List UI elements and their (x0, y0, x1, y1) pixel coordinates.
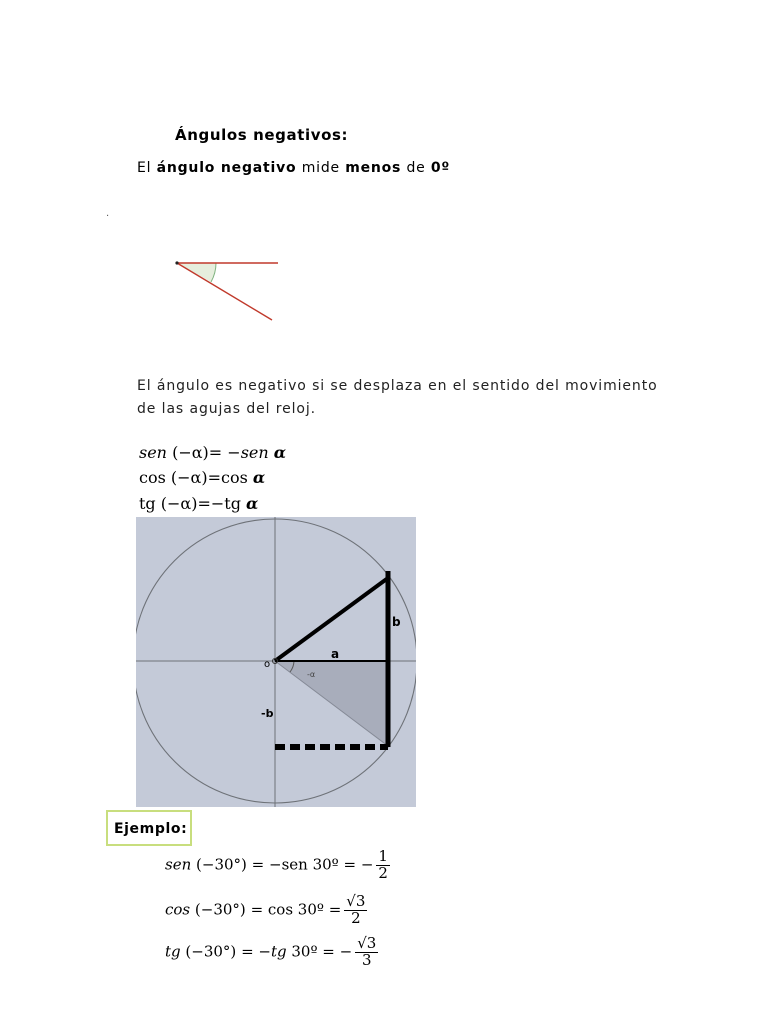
example-sen-den: 2 (378, 863, 388, 882)
formula-tg-var: α (246, 494, 259, 513)
formula-tg-arg: (−α) (160, 494, 198, 513)
label-origin: o (264, 659, 271, 670)
formula-sen-name: sen (139, 443, 167, 462)
example-tg-fn: tg (165, 942, 181, 961)
example-cos-mid: = cos 30º = (250, 900, 342, 919)
intro-text-1: El (137, 160, 157, 176)
example-sen (165, 849, 390, 882)
example-tg-mid-fn: tg (270, 942, 287, 961)
example-tg-den: 3 (361, 950, 372, 969)
example-tg-num: √3 (357, 934, 377, 952)
page-title: Ángulos negativos: (175, 126, 349, 144)
example-sen-mid: = −sen 30º = − (251, 855, 374, 874)
label-neg-alpha: -α (307, 670, 316, 679)
intro-bold-1: ángulo negativo (156, 160, 297, 176)
formula-tg (139, 494, 258, 513)
label-b: b (392, 615, 401, 629)
example-sen-num: 1 (378, 847, 388, 865)
intro-text-2: mide (296, 160, 346, 176)
example-box (106, 810, 192, 846)
example-cos-arg: (−30°) (194, 900, 246, 919)
example-cos-fn: cos (165, 900, 191, 919)
example-label: Ejemplo: (114, 821, 188, 837)
example-tg-arg: (−30°) (185, 942, 237, 961)
formula-tg-name: tg (139, 494, 156, 513)
paragraph-line-1: El ángulo es negativo si se desplaza en el sentido del movimiento (137, 378, 658, 394)
formula-cos-name: cos (139, 468, 166, 487)
vertex-point (175, 261, 178, 264)
example-tg-mid1: = − (241, 942, 271, 961)
intro-text-3: de (401, 160, 431, 176)
formula-cos-fn: cos (221, 468, 248, 487)
intro-bold-3: 0º (430, 160, 451, 176)
unit-circle-figure (136, 517, 416, 807)
formula-sen (139, 443, 286, 462)
example-cos (165, 894, 367, 927)
example-tg-fraction (355, 936, 378, 969)
formula-tg-fn: tg (224, 494, 241, 513)
formula-cos-var: α (252, 468, 266, 487)
formula-sen-fn: sen (240, 443, 269, 462)
formula-sen-var: α (273, 443, 287, 462)
formula-cos-arg: (−α) (170, 468, 208, 487)
paragraph-line-2: de las agujas del reloj. (137, 401, 317, 417)
formula-tg-eq: =− (197, 494, 225, 513)
formula-sen-eq: = − (208, 443, 241, 462)
example-sen-fn: sen (165, 855, 192, 874)
example-sen-arg: (−30°) (196, 855, 247, 874)
stray-dot: . (106, 208, 110, 219)
label-a: a (331, 647, 340, 661)
formula-sen-arg: (−α) (172, 443, 209, 462)
example-sen-fraction (376, 849, 390, 882)
intro-bold-2: menos (345, 160, 402, 176)
negative-angle-diagram (170, 255, 285, 325)
terminal-side-line (177, 263, 272, 320)
intro-sentence (137, 160, 450, 176)
formula-cos-eq: = (207, 468, 222, 487)
example-cos-den: 2 (351, 908, 361, 927)
example-tg (165, 936, 378, 969)
example-tg-mid2: 30º = − (286, 942, 353, 961)
example-cos-num: √3 (346, 892, 366, 910)
example-cos-fraction (344, 894, 367, 927)
label-neg-b: -b (261, 707, 274, 720)
formula-cos (139, 468, 265, 487)
